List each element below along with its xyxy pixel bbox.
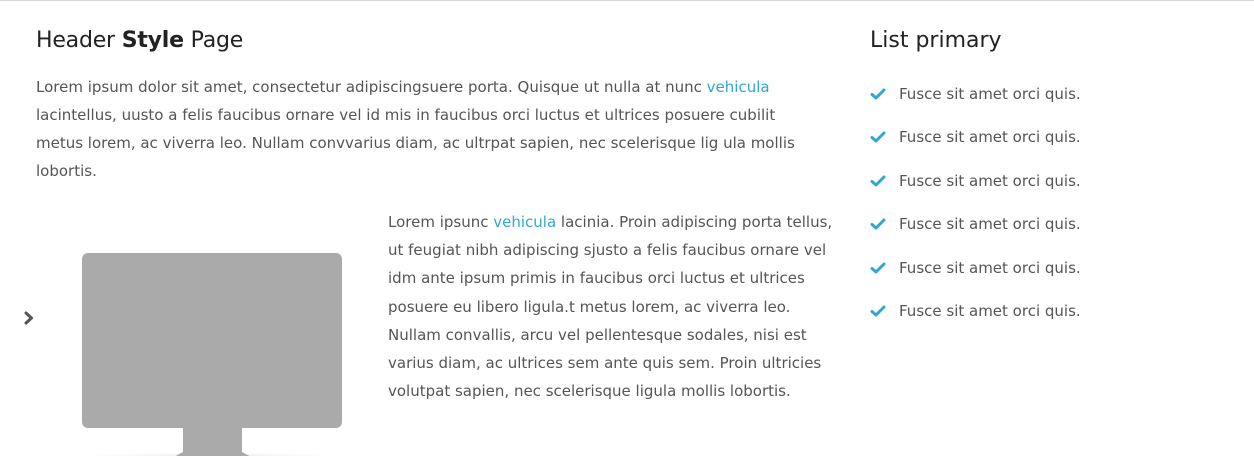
- list-item-label: Fusce sit amet orci quis.: [899, 84, 1081, 103]
- list-item-label: Fusce sit amet orci quis.: [899, 302, 1081, 321]
- list-item: [870, 203, 1230, 247]
- list-item: [870, 159, 1230, 203]
- list-item: [870, 246, 1230, 290]
- checkmark-icon: [870, 260, 886, 276]
- monitor-icon: [60, 226, 360, 456]
- checkmark-icon: [870, 86, 886, 102]
- page-title-part1: Header: [36, 28, 122, 53]
- list-item-label: Fusce sit amet orci quis.: [899, 215, 1081, 234]
- media-paragraph: [388, 208, 838, 405]
- list-item: [870, 72, 1230, 116]
- sidebar: [870, 26, 1230, 333]
- list-item-label: Fusce sit amet orci quis.: [899, 171, 1081, 190]
- list-item-label: Fusce sit amet orci quis.: [899, 258, 1081, 277]
- checkmark-icon: [870, 303, 886, 319]
- checkmark-icon: [870, 173, 886, 189]
- page-title-part2: Page: [183, 28, 244, 53]
- media-row: [36, 208, 846, 465]
- checkmark-icon: [870, 216, 886, 232]
- sidebar-title: List primary: [870, 28, 1002, 53]
- media-link-vehicula[interactable]: vehicula: [493, 213, 557, 231]
- intro-text-start: Lorem ipsum dolor sit amet, consectetur adipiscingsuere porta. Quisque ut nulla at nunc: [36, 78, 707, 96]
- intro-text-end: lacintellus, uusto a felis faucibus ornare vel id mis in faucibus orci luctus et ultrices posuere cubilit metus lorem, ac viverra leo. Nullam convvarius diam, ac ultrpat sapien, nec scelerisque lig ula mollis lobortis.: [36, 106, 795, 180]
- main-content: [36, 26, 846, 401]
- list-item: [870, 290, 1230, 334]
- intro-paragraph: [36, 73, 826, 185]
- page-title: [36, 26, 846, 56]
- check-list: [870, 72, 1230, 333]
- slider-next-button[interactable]: [20, 308, 38, 328]
- chevron-right-icon: [23, 311, 35, 325]
- media-text-end: lacinia. Proin adipiscing porta tellus, ut feugiat nibh adipiscing sjusto a felis faucibus ornare vel idm ante ipsum primis in faucibus orci luctus et ultrices posuere eu libero ligula.t metus lorem, ac viverra leo. Nullam convallis, arcu vel pellentesque sodales, nisi est varius diam, ac ultrices sem ante quis sem. Proin ultricies volutpat sapien, nec scelerisque ligula mollis lobortis.: [388, 213, 833, 401]
- checkmark-icon: [870, 129, 886, 145]
- top-divider: [0, 0, 1254, 1]
- list-item: [870, 116, 1230, 160]
- intro-link-vehicula[interactable]: vehicula: [706, 78, 770, 96]
- list-item-label: Fusce sit amet orci quis.: [899, 128, 1081, 147]
- media-text-start: Lorem ipsunc: [388, 213, 494, 231]
- page-title-bold: Style: [121, 28, 184, 53]
